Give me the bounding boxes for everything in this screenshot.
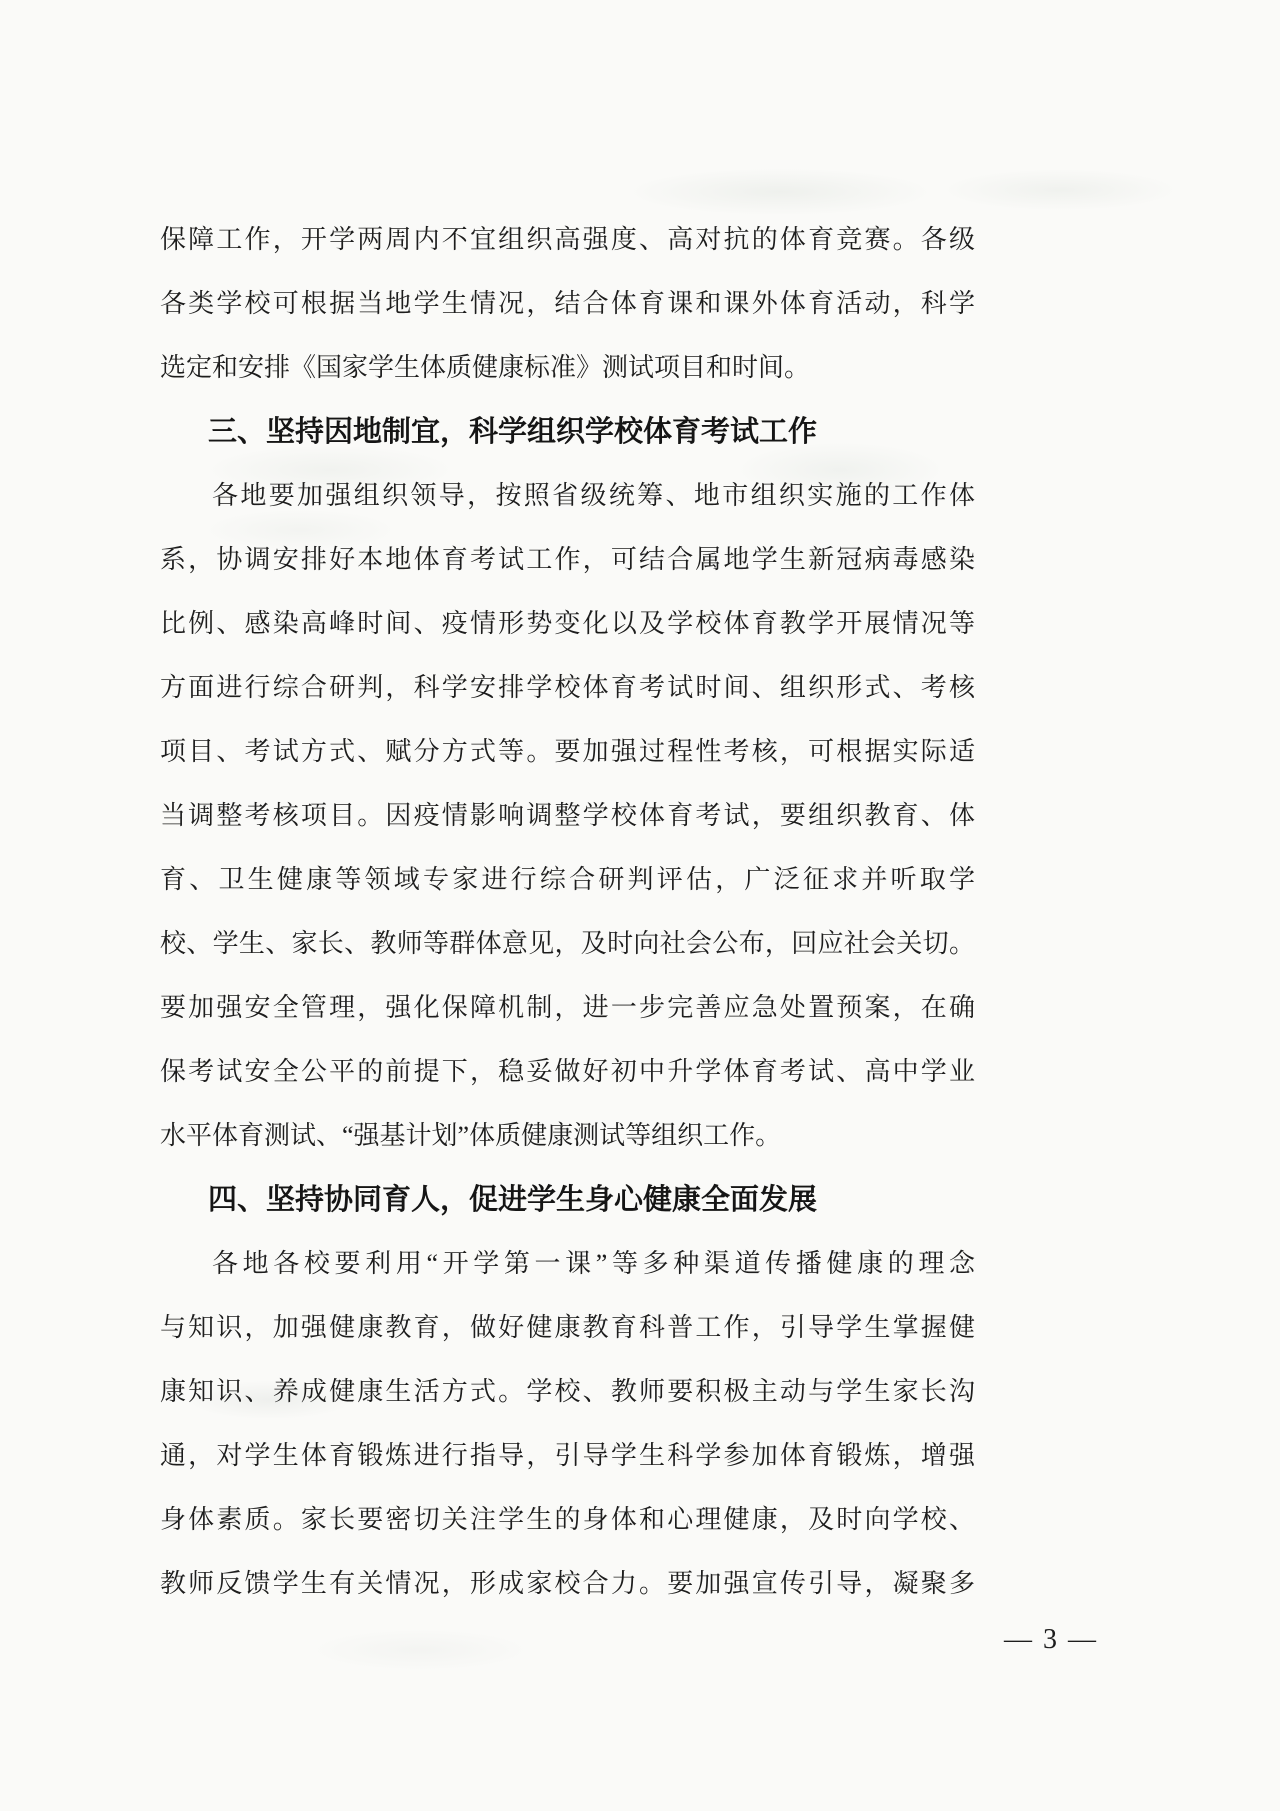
text-line: 系，协调安排好本地体育考试工作，可结合属地学生新冠病毒感染 [160,545,975,574]
text-line: 保障工作，开学两周内不宜组织高强度、高对抗的体育竞赛。各级 [160,225,975,254]
text-line: 各地各校要利用“开学第一课”等多种渠道传播健康的理念 [212,1249,975,1278]
text-line: 要加强安全管理，强化保障机制，进一步完善应急处置预案，在确 [160,993,975,1022]
page-number: — 3 — [1004,1624,1098,1655]
text-line: 项目、考试方式、赋分方式等。要加强过程性考核，可根据实际适 [160,737,975,766]
text-line: 康知识、养成健康生活方式。学校、教师要积极主动与学生家长沟 [160,1377,975,1406]
section-heading-4: 四、坚持协同育人，促进学生身心健康全面发展 [208,1184,818,1216]
text-line: 育、卫生健康等领域专家进行综合研判评估，广泛征求并听取学 [160,865,975,894]
text-line: 方面进行综合研判，科学安排学校体育考试时间、组织形式、考核 [160,673,975,702]
text-line: 水平体育测试、“强基计划”体质健康测试等组织工作。 [160,1121,782,1150]
text-line: 校、学生、家长、教师等群体意见，及时向社会公布，回应社会关切。 [160,929,975,958]
section-heading-3: 三、坚持因地制宜，科学组织学校体育考试工作 [208,416,818,448]
text-line: 比例、感染高峰时间、疫情形势变化以及学校体育教学开展情况等 [160,609,975,638]
text-line: 当调整考核项目。因疫情影响调整学校体育考试，要组织教育、体 [160,801,975,830]
text-line: 各类学校可根据当地学生情况，结合体育课和课外体育活动，科学 [160,289,975,318]
text-line: 选定和安排《国家学生体质健康标准》测试项目和时间。 [160,353,811,382]
text-line: 教师反馈学生有关情况，形成家校合力。要加强宣传引导，凝聚多 [160,1569,975,1598]
text-line: 保考试安全公平的前提下，稳妥做好初中升学体育考试、高中学业 [160,1057,975,1086]
text-line: 与知识，加强健康教育，做好健康教育科普工作，引导学生掌握健 [160,1313,975,1342]
text-line: 通，对学生体育锻炼进行指导，引导学生科学参加体育锻炼，增强 [160,1441,975,1470]
text-line: 各地要加强组织领导，按照省级统筹、地市组织实施的工作体 [212,481,975,510]
document-text-block [160,208,975,1616]
text-line: 身体素质。家长要密切关注学生的身体和心理健康，及时向学校、 [160,1505,975,1534]
